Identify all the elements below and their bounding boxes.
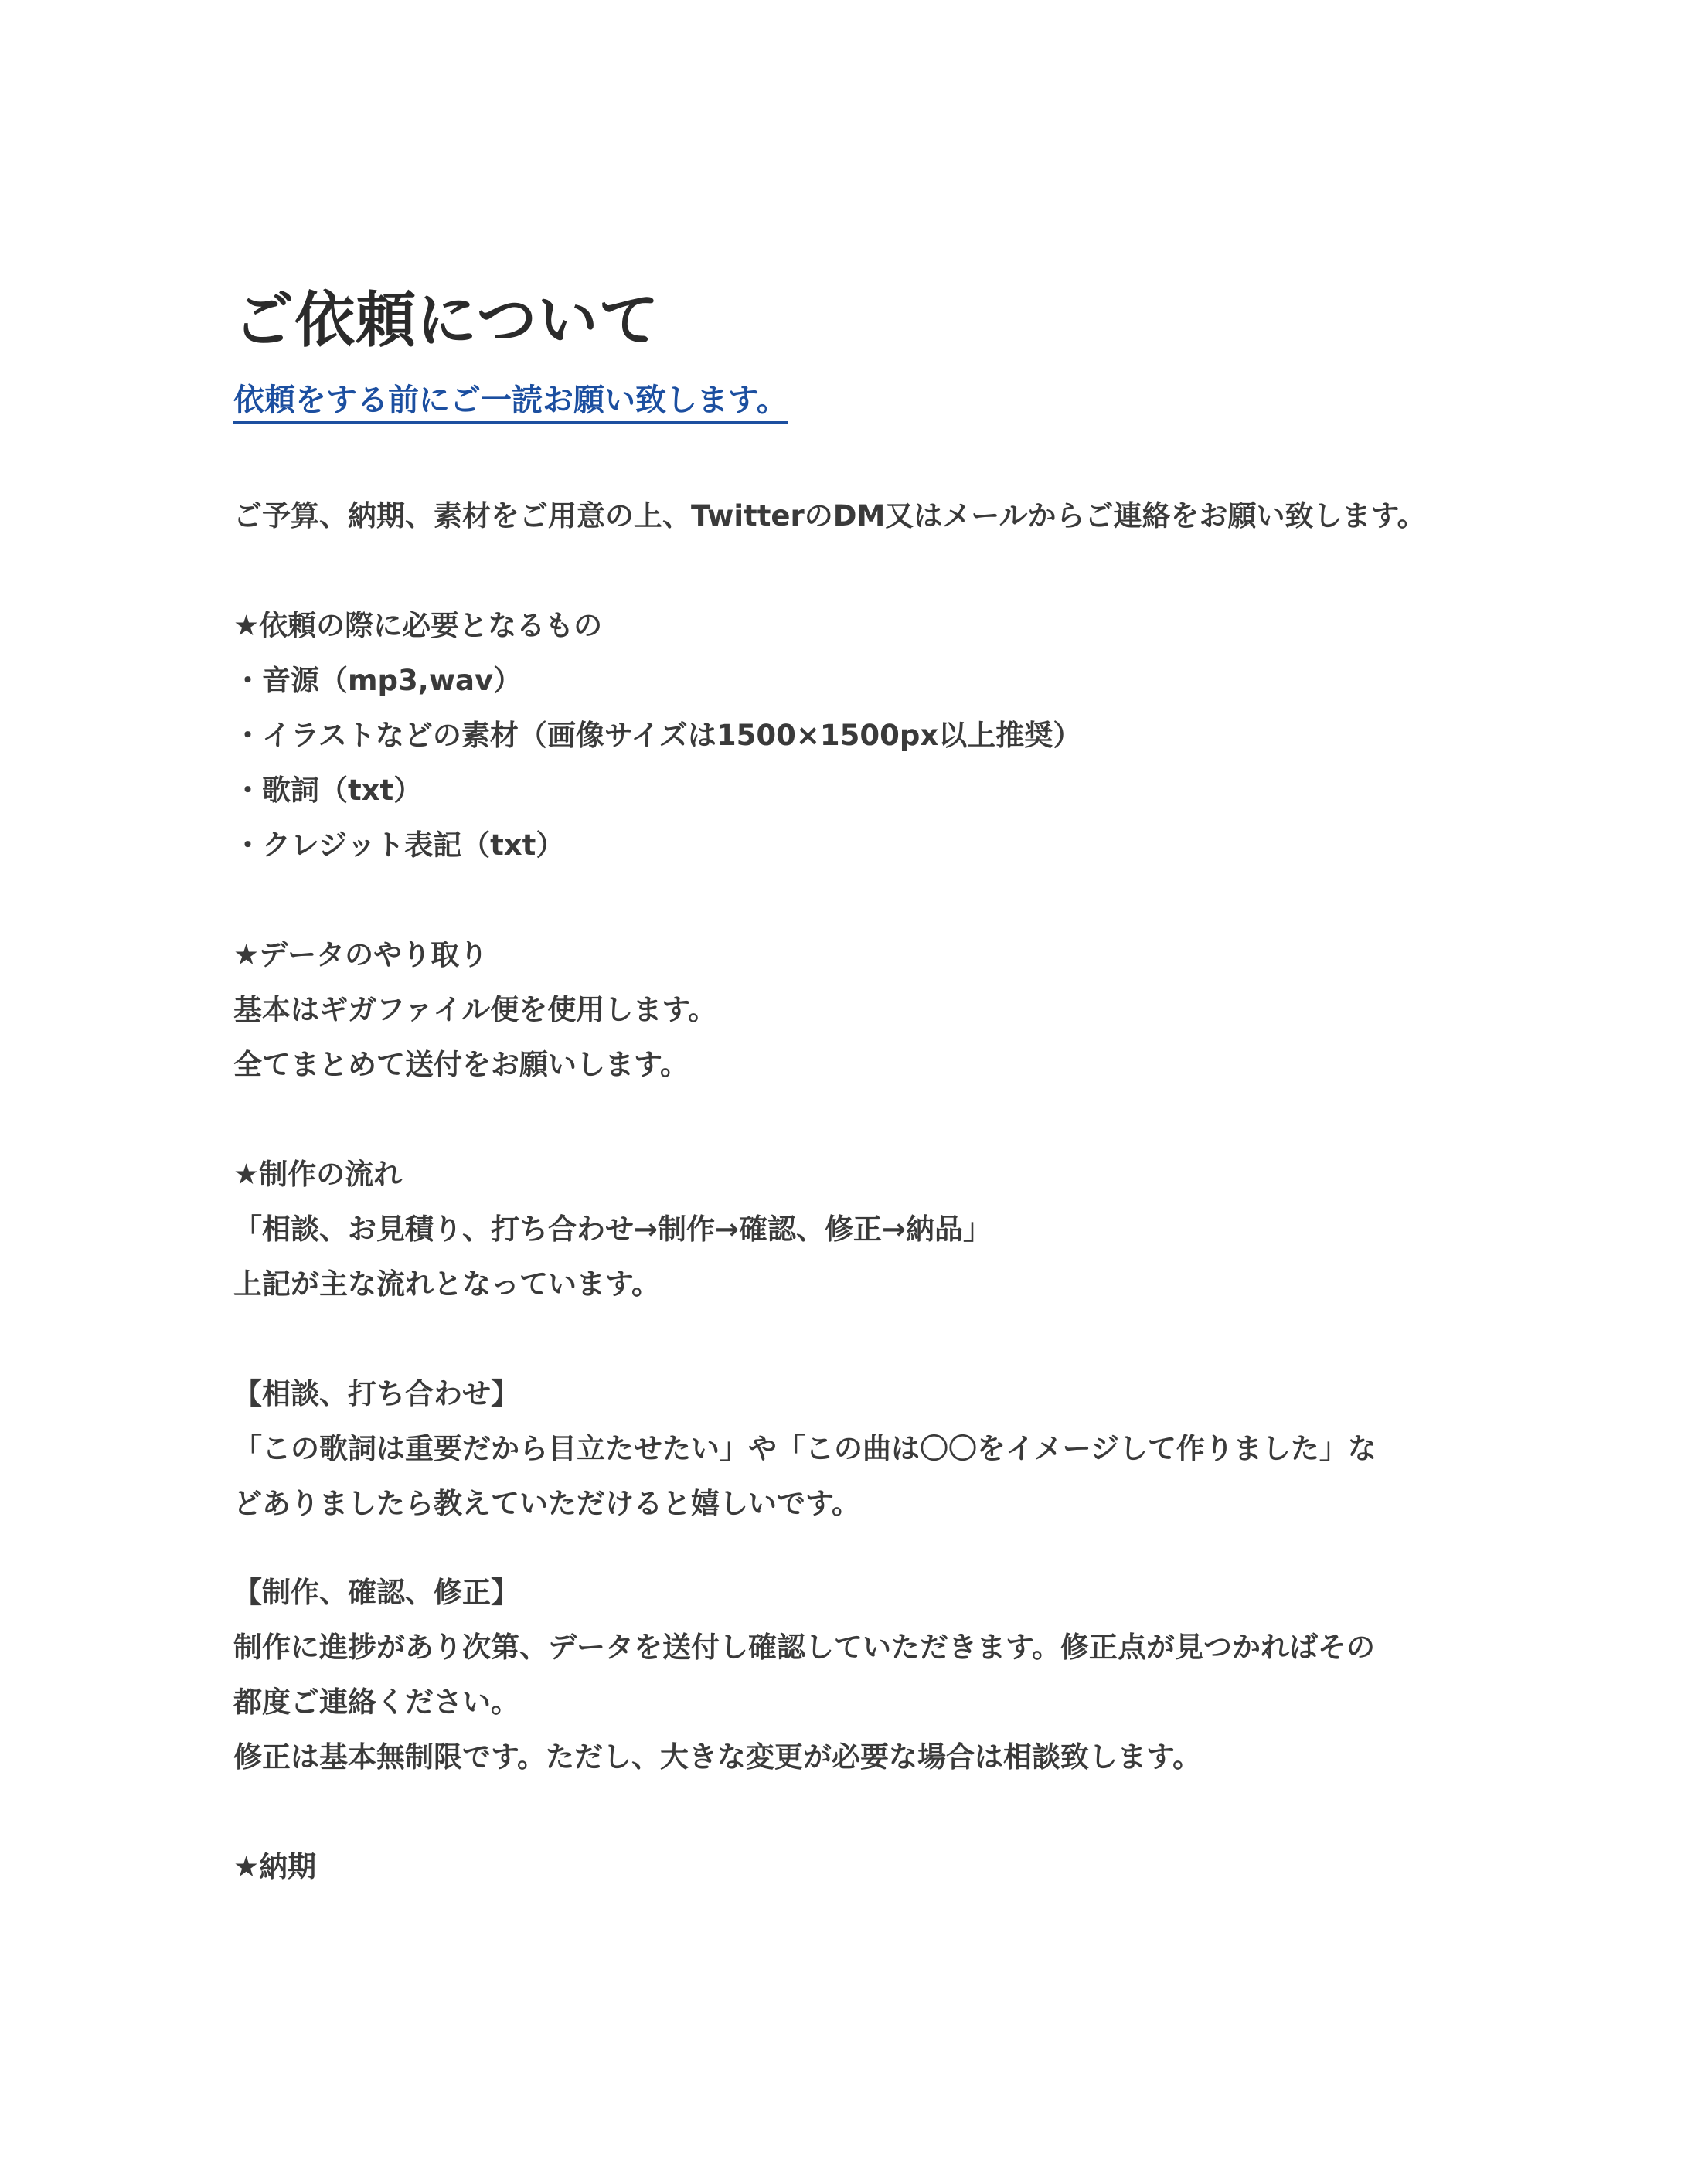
flow-text: 上記が主な流れとなっています。 — [233, 1267, 661, 1301]
production-text: 制作に進捗があり次第、データを送付し確認していただきます。修正点が見つかればその — [233, 1631, 1376, 1664]
spacer — [233, 1531, 1470, 1565]
content-body — [233, 488, 1470, 1894]
requirements-heading: ★依頼の際に必要となるもの — [233, 609, 603, 642]
consultation-text: どありましたら教えていただけると嬉しいです。 — [233, 1487, 861, 1520]
production-heading: 【制作、確認、修正】 — [233, 1576, 519, 1609]
requirement-item: ・クレジット表記（txt） — [233, 828, 565, 862]
spacer — [233, 543, 1470, 598]
flow-text: 「相談、お見積り、打ち合わせ→制作→確認、修正→納品」 — [233, 1213, 992, 1246]
consultation-heading: 【相談、打ち合わせ】 — [233, 1377, 519, 1410]
spacer — [233, 873, 1470, 927]
spacer — [233, 1784, 1470, 1839]
requirement-item: ・歌詞（txt） — [233, 774, 423, 807]
data-exchange-text: 全てまとめて送付をお願いします。 — [233, 1048, 689, 1081]
flow-heading: ★制作の流れ — [233, 1158, 403, 1191]
production-text: 都度ご連絡ください。 — [233, 1686, 519, 1719]
production-text: 修正は基本無制限です。ただし、大きな変更が必要な場合は相談致します。 — [233, 1740, 1202, 1774]
spacer — [233, 1311, 1470, 1366]
spacer — [233, 1092, 1470, 1147]
page-title: ご依頼について — [233, 286, 660, 355]
deadline-heading: ★納期 — [233, 1850, 317, 1883]
read-before-request-link[interactable]: 依頼をする前にご一読お願い致します。 — [233, 380, 788, 424]
requirement-item: ・音源（mp3,wav） — [233, 664, 522, 697]
intro-text: ご予算、納期、素材をご用意の上、TwitterのDM又はメールからご連絡をお願い致します。 — [233, 499, 1426, 532]
requirement-item: ・イラストなどの素材（画像サイズは1500×1500px以上推奨） — [233, 719, 1082, 752]
consultation-text: 「この歌詞は重要だから目立たせたい」や「この曲は〇〇をイメージして作りました」な — [233, 1432, 1377, 1465]
data-exchange-heading: ★データのやり取り — [233, 938, 488, 971]
request-guide — [233, 278, 1470, 1894]
data-exchange-text: 基本はギガファイル便を使用します。 — [233, 993, 717, 1026]
